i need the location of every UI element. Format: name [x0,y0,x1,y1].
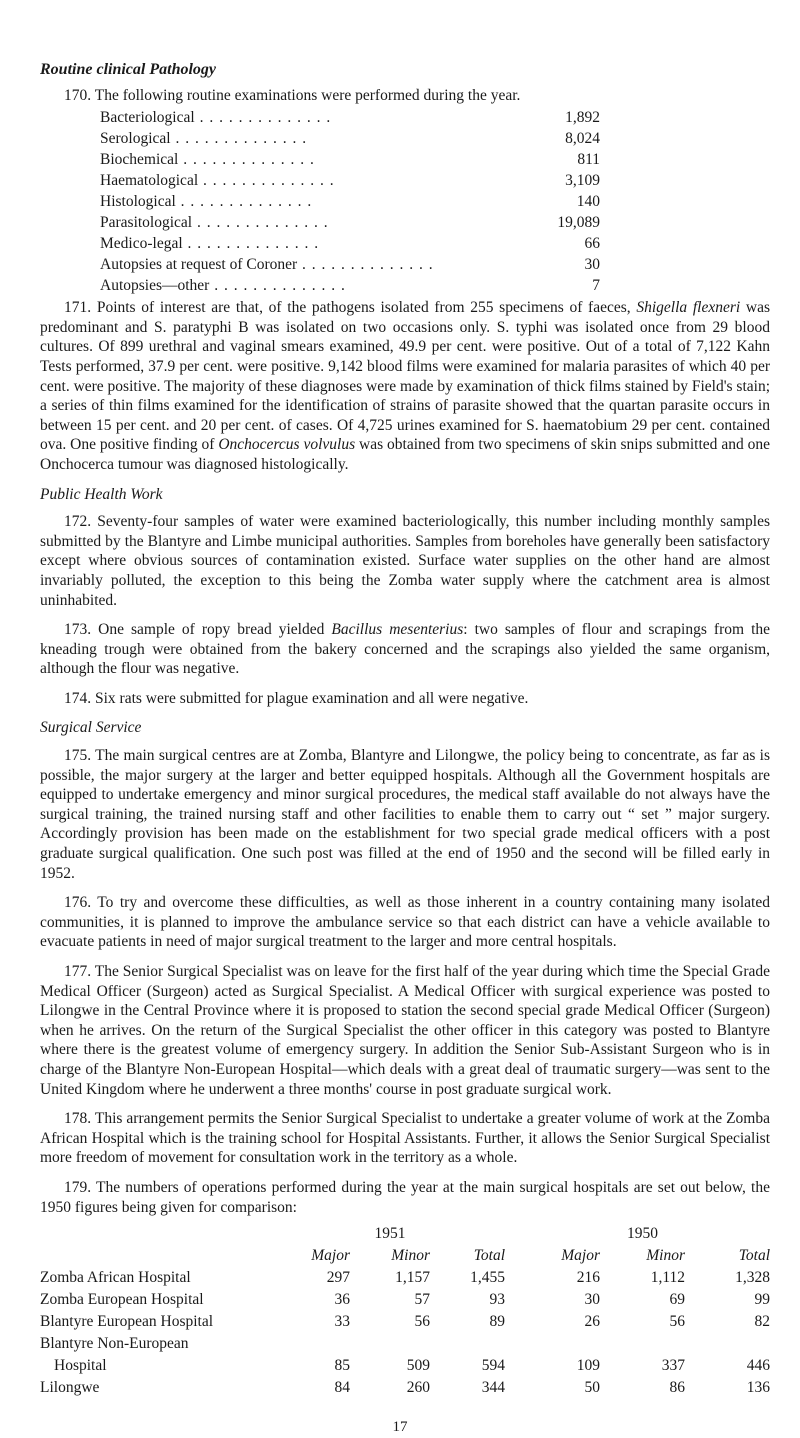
hospital-name: Hospital [54,1356,107,1374]
table-row [40,1309,770,1331]
p171-part-a: 171. Points of interest are that, of the pathogens isolated from 255 specimens of faeces, [64,299,637,317]
table-cell: 85 [334,1356,350,1374]
table-cell: 26 [584,1312,600,1330]
exam-value: 19,089 [540,212,600,233]
header-total-1950: Total [738,1246,770,1264]
p171-part-e: was obtained from two specimens of skin snips submitted and one Onchocerca tumour was diagnosed histologically. [40,436,770,473]
hospital-name: Lilongwe [40,1378,100,1396]
table-cell: 1,112 [650,1268,685,1286]
table-cell: 1,455 [470,1268,505,1286]
table-row [40,1353,770,1375]
exam-row [100,170,600,191]
table-cell: 50 [584,1378,600,1396]
hospital-name: Zomba European Hospital [40,1290,204,1308]
table-cell: 1,157 [395,1268,430,1286]
exam-row [100,212,600,233]
exam-label: Parasitological . . [100,212,540,233]
subheading-surgical-service: Surgical Service [40,719,142,737]
exam-label: Autopsies—other . . [100,275,540,296]
header-total-1951: Total [473,1246,505,1264]
examinations-list [100,107,600,296]
paragraph-174: 174. Six rats were submitted for plague examination and all were negative. [64,689,529,707]
table-cell: 56 [414,1312,430,1330]
table-cell: 337 [661,1356,685,1374]
year-1950: 1950 [627,1224,658,1242]
table-cell: 36 [334,1290,350,1308]
table-cell: 30 [584,1290,600,1308]
table-cell: 86 [669,1378,685,1396]
header-major-1950: Major [561,1246,600,1264]
exam-value: 8,024 [540,128,600,149]
exam-row [100,191,600,212]
exam-label: Histological . . [100,191,540,212]
paragraph-170: 170. The following routine examinations were performed during the year. [64,86,521,104]
exam-row [100,275,600,296]
table-cell: 56 [669,1312,685,1330]
exam-row [100,107,600,128]
paragraph-178: 178. This arrangement permits the Senior Surgical Specialist to undertake a greater volume of work at the Zomba African Hospital which is the training school for Hospital Assistants. Further, it allows the Senior Surgical Specialist more freedom of movement for consultation work in the territory as a whole. [40,1110,770,1167]
header-minor-1950: Minor [646,1246,685,1264]
table-cell: 33 [334,1312,350,1330]
operations-table [40,1221,770,1397]
table-row [40,1331,770,1353]
table-cell: 69 [669,1290,685,1308]
table-header-row [40,1243,770,1265]
table-cell: 260 [406,1378,430,1396]
paragraph-179: 179. The numbers of operations performed during the year at the main surgical hospitals are set out below, the 1950 figures being given for comparison: [40,1178,770,1216]
exam-value: 30 [540,254,600,275]
table-cell: 297 [326,1268,350,1286]
paragraph-173 [40,620,770,679]
table-cell: 216 [576,1268,600,1286]
exam-label: Bacteriological . . [100,107,540,128]
exam-value: 1,892 [540,107,600,128]
page-content [40,60,770,1397]
table-cell: 84 [334,1378,350,1396]
hospital-name: Zomba African Hospital [40,1268,191,1286]
p173-part-a: 173. One sample of ropy bread yielded [64,621,332,639]
paragraph-176: 176. To try and overcome these difficulties, as well as those inherent in a country containing many isolated communities, it is planned to improve the ambulance service so that each district can have a vehicle available to evacuate patients in need of major surgical treatment to the larger and more central hospitals. [40,894,770,951]
exam-value: 3,109 [540,170,600,191]
table-cell: 57 [414,1290,430,1308]
page-number: 17 [392,1419,408,1435]
exam-label: Serological . . [100,128,540,149]
exam-row [100,254,600,275]
hospital-name: Blantyre European Hospital [40,1312,214,1330]
table-row [40,1287,770,1309]
exam-row [100,149,600,170]
table-row [40,1265,770,1287]
p171-organism-shigella: Shigella flexneri [636,299,741,317]
exam-label: Medico-legal . . [100,233,540,254]
paragraph-171 [40,298,770,474]
table-year-row [40,1221,770,1243]
exam-row [100,233,600,254]
table-cell: 1,328 [735,1268,770,1286]
table-cell: 93 [489,1290,505,1308]
exam-value: 140 [540,191,600,212]
exam-label: Autopsies at request of Coroner . . [100,254,540,275]
p173-part-c: : two samples of flour and scrapings from the kneading trough were obtained from the bakery concerned and the scrapings also yielded the same organism, although the flour was negative. [40,621,771,678]
exam-label: Haematological . . [100,170,540,191]
table-cell: 344 [481,1378,505,1396]
paragraph-177: 177. The Senior Surgical Specialist was on leave for the first half of the year during which time the Special Grade Medical Officer (Surgeon) acted as Surgical Specialist. A Medical Officer with surgical experience was posted to Lilongwe in the Central Province where it is proposed to station the second special grade Medical Officer (Surgeon) when he arrives. On the return of the Surgical Specialist the other officer in this category was posted to Blantyre where there is the greatest volume of emergency surgery. In addition the Senior Sub-Assistant Surgeon who is in charge of the Blantyre Non-European Hospital—which deals with a great deal of traumatic surgery—was sent to the United Kingdom where he underwent a three months' course in post graduate surgical work. [40,963,770,1098]
table-cell: 509 [406,1356,430,1374]
p171-organism-onchocercus: Onchocercus volvulus [218,436,356,454]
exam-value: 7 [540,275,600,296]
exam-value: 811 [540,149,600,170]
exam-value: 66 [540,233,600,254]
table-cell: 136 [746,1378,770,1396]
p173-organism: Bacillus mesenterius [331,621,464,639]
table-cell: 99 [754,1290,770,1308]
table-cell: 446 [746,1356,770,1374]
table-row [40,1375,770,1397]
section-heading-pathology: Routine clinical Pathology [40,61,217,78]
table-cell: 109 [576,1356,600,1374]
hospital-name: Blantyre Non-European [40,1334,189,1352]
p171-part-c: was predominant and S. paratyphi B was isolated on two occasions only. S. typhi was isolated once from 29 blood cultures. Of 899 urethral and vaginal smears examined, 49.9 per cent. were positive. Out of a total of 7,122 Kahn Tests performed, 37.9 per cent. were positive. 9,142 blood films were examined for malaria parasites of which 40 per cent. were positive. The majority of these diagnoses were made by examination of thick films stained by Field's stain; a series of thin films examined for the identification of strains of parasite showed that the quartan parasite occurs in between 15 per cent. and 20 per cent. of cases. Of 4,725 urines examined for S. haematobium 29 per cent. contained ova. One positive finding of [40,299,771,454]
exam-row [100,128,600,149]
table-cell: 594 [481,1356,505,1374]
subheading-public-health: Public Health Work [40,485,163,503]
header-minor-1951: Minor [391,1246,430,1264]
table-cell: 89 [489,1312,505,1330]
paragraph-172: 172. Seventy-four samples of water were examined bacteriologically, this number including monthly samples submitted by the Blantyre and Limbe municipal authorities. Samples from boreholes have generally been satisfactory except where obvious sources of contamination existed. Surface water supplies on the other hand are almost invariably polluted, the exception to this being the Zomba water supply where the catchment area is almost uninhabited. [40,513,770,609]
table-cell: 82 [754,1312,770,1330]
header-major-1951: Major [311,1246,350,1264]
paragraph-175: 175. The main surgical centres are at Zomba, Blantyre and Lilongwe, the policy being to concentrate, as far as is possible, the major surgery at the larger and better equipped hospitals. Although all the Government hospitals are equipped to undertake emergency and minor surgical procedures, the medical staff available do not always have the surgical training, the trained nursing staff and other facilities to enable them to carry out “ set ” major surgery. Accordingly provision has been made on the establishment for two special grade medical officers with a post graduate surgical qualification. One such post was filled at the end of 1950 and the second will be filled early in 1952. [40,747,770,882]
exam-label: Biochemical . . [100,149,540,170]
year-1951: 1951 [374,1224,406,1242]
